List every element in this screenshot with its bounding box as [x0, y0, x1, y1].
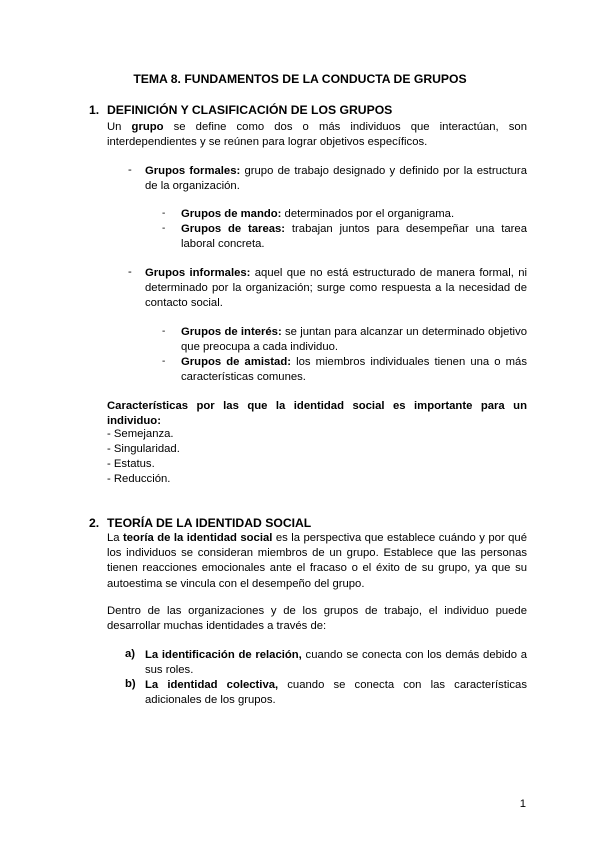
list-marker: b) — [125, 678, 136, 690]
characteristic-item: - Semejanza. — [107, 428, 174, 440]
identities-paragraph: Dentro de las organizaciones y de los grupos de trabajo, el individuo puede desarrollar muchas identidades a través de: — [107, 605, 527, 633]
characteristic-item: - Estatus. — [107, 458, 155, 470]
bold-term: Grupos de interés: — [181, 326, 282, 338]
section-2-title: TEORÍA DE LA IDENTIDAD SOCIAL — [107, 516, 312, 530]
list-marker: a) — [125, 648, 136, 660]
informal-groups-item — [145, 266, 527, 312]
bold-term: Grupos de tareas: — [181, 223, 286, 235]
bullet-dash: - — [162, 356, 166, 367]
bullet-dash: - — [162, 326, 166, 337]
text-run: es la perspectiva que establece cuándo y por qué los individuos se consideran miembros de un grupo. Establece que las personas tienen reacciones emocionales ante el fracaso o el éxito de su grupo, ya que su autoestima se vincula con el desempeño del grupo. — [107, 532, 527, 590]
section-2-heading — [89, 516, 311, 530]
section-1-heading — [89, 103, 392, 117]
section-2-number: 2. — [89, 516, 100, 530]
bullet-dash: - — [128, 266, 132, 278]
text-run: Un — [107, 121, 132, 133]
bullet-dash: - — [162, 208, 166, 219]
section-1-number: 1. — [89, 103, 100, 117]
text-run: grupo de trabajo designado y definido por la estructura de la organización. — [145, 165, 527, 193]
text-run: cuando se conecta con los demás debido a sus roles. — [145, 649, 527, 677]
text-run: cuando se conecta con las características adicionales de los grupos. — [145, 679, 527, 707]
text-run: La — [107, 532, 124, 544]
task-groups-item — [181, 222, 527, 252]
command-groups-item — [181, 207, 527, 222]
relational-identification-item — [145, 648, 527, 678]
characteristic-item: - Singularidad. — [107, 443, 180, 455]
bold-term: La identificación de relación, — [145, 649, 302, 661]
text-run: aquel que no está estructurado de manera formal, ni determinado por la organización; surge como respuesta a la necesidad de contacto social. — [145, 267, 527, 310]
bold-term: teoría de la identidad social — [123, 532, 273, 544]
characteristics-heading: Características por las que la identidad social es importante para un individuo: — [107, 400, 527, 428]
text-run: se juntan para alcanzar un determinado objetivo que preocupa a cada individuo. — [181, 326, 527, 354]
text-run: se define como dos o más individuos que interactúan, son interdependientes y se reúnen para lograr objetivos específicos. — [107, 121, 527, 149]
bold-term: Grupos de mando: — [181, 208, 282, 220]
text-run: determinados por el organigrama. — [281, 208, 455, 220]
section-1-title: DEFINICIÓN Y CLASIFICACIÓN DE LOS GRUPOS — [107, 103, 393, 117]
text-run: trabajan juntos para desempeñar una tarea laboral concreta. — [181, 223, 527, 251]
bold-term: Grupos de amistad: — [181, 356, 291, 368]
bold-term: La identidad colectiva, — [145, 679, 279, 691]
characteristic-item: - Reducción. — [107, 473, 171, 485]
bold-term: Grupos informales: — [145, 267, 251, 279]
bold-term: grupo — [131, 121, 164, 133]
social-identity-paragraph — [107, 531, 527, 592]
document-title: TEMA 8. FUNDAMENTOS DE LA CONDUCTA DE GRUPOS — [133, 72, 467, 86]
formal-groups-item — [145, 164, 527, 194]
text-run: los miembros individuales tienen una o más características comunes. — [181, 356, 527, 384]
collective-identity-item — [145, 678, 527, 708]
group-definition-paragraph — [107, 120, 527, 150]
bold-term: Grupos formales: — [145, 165, 241, 177]
friendship-groups-item — [181, 355, 527, 385]
bullet-dash: - — [162, 223, 166, 234]
page-number: 1 — [519, 798, 526, 810]
bullet-dash: - — [128, 164, 132, 176]
interest-groups-item — [181, 325, 527, 355]
